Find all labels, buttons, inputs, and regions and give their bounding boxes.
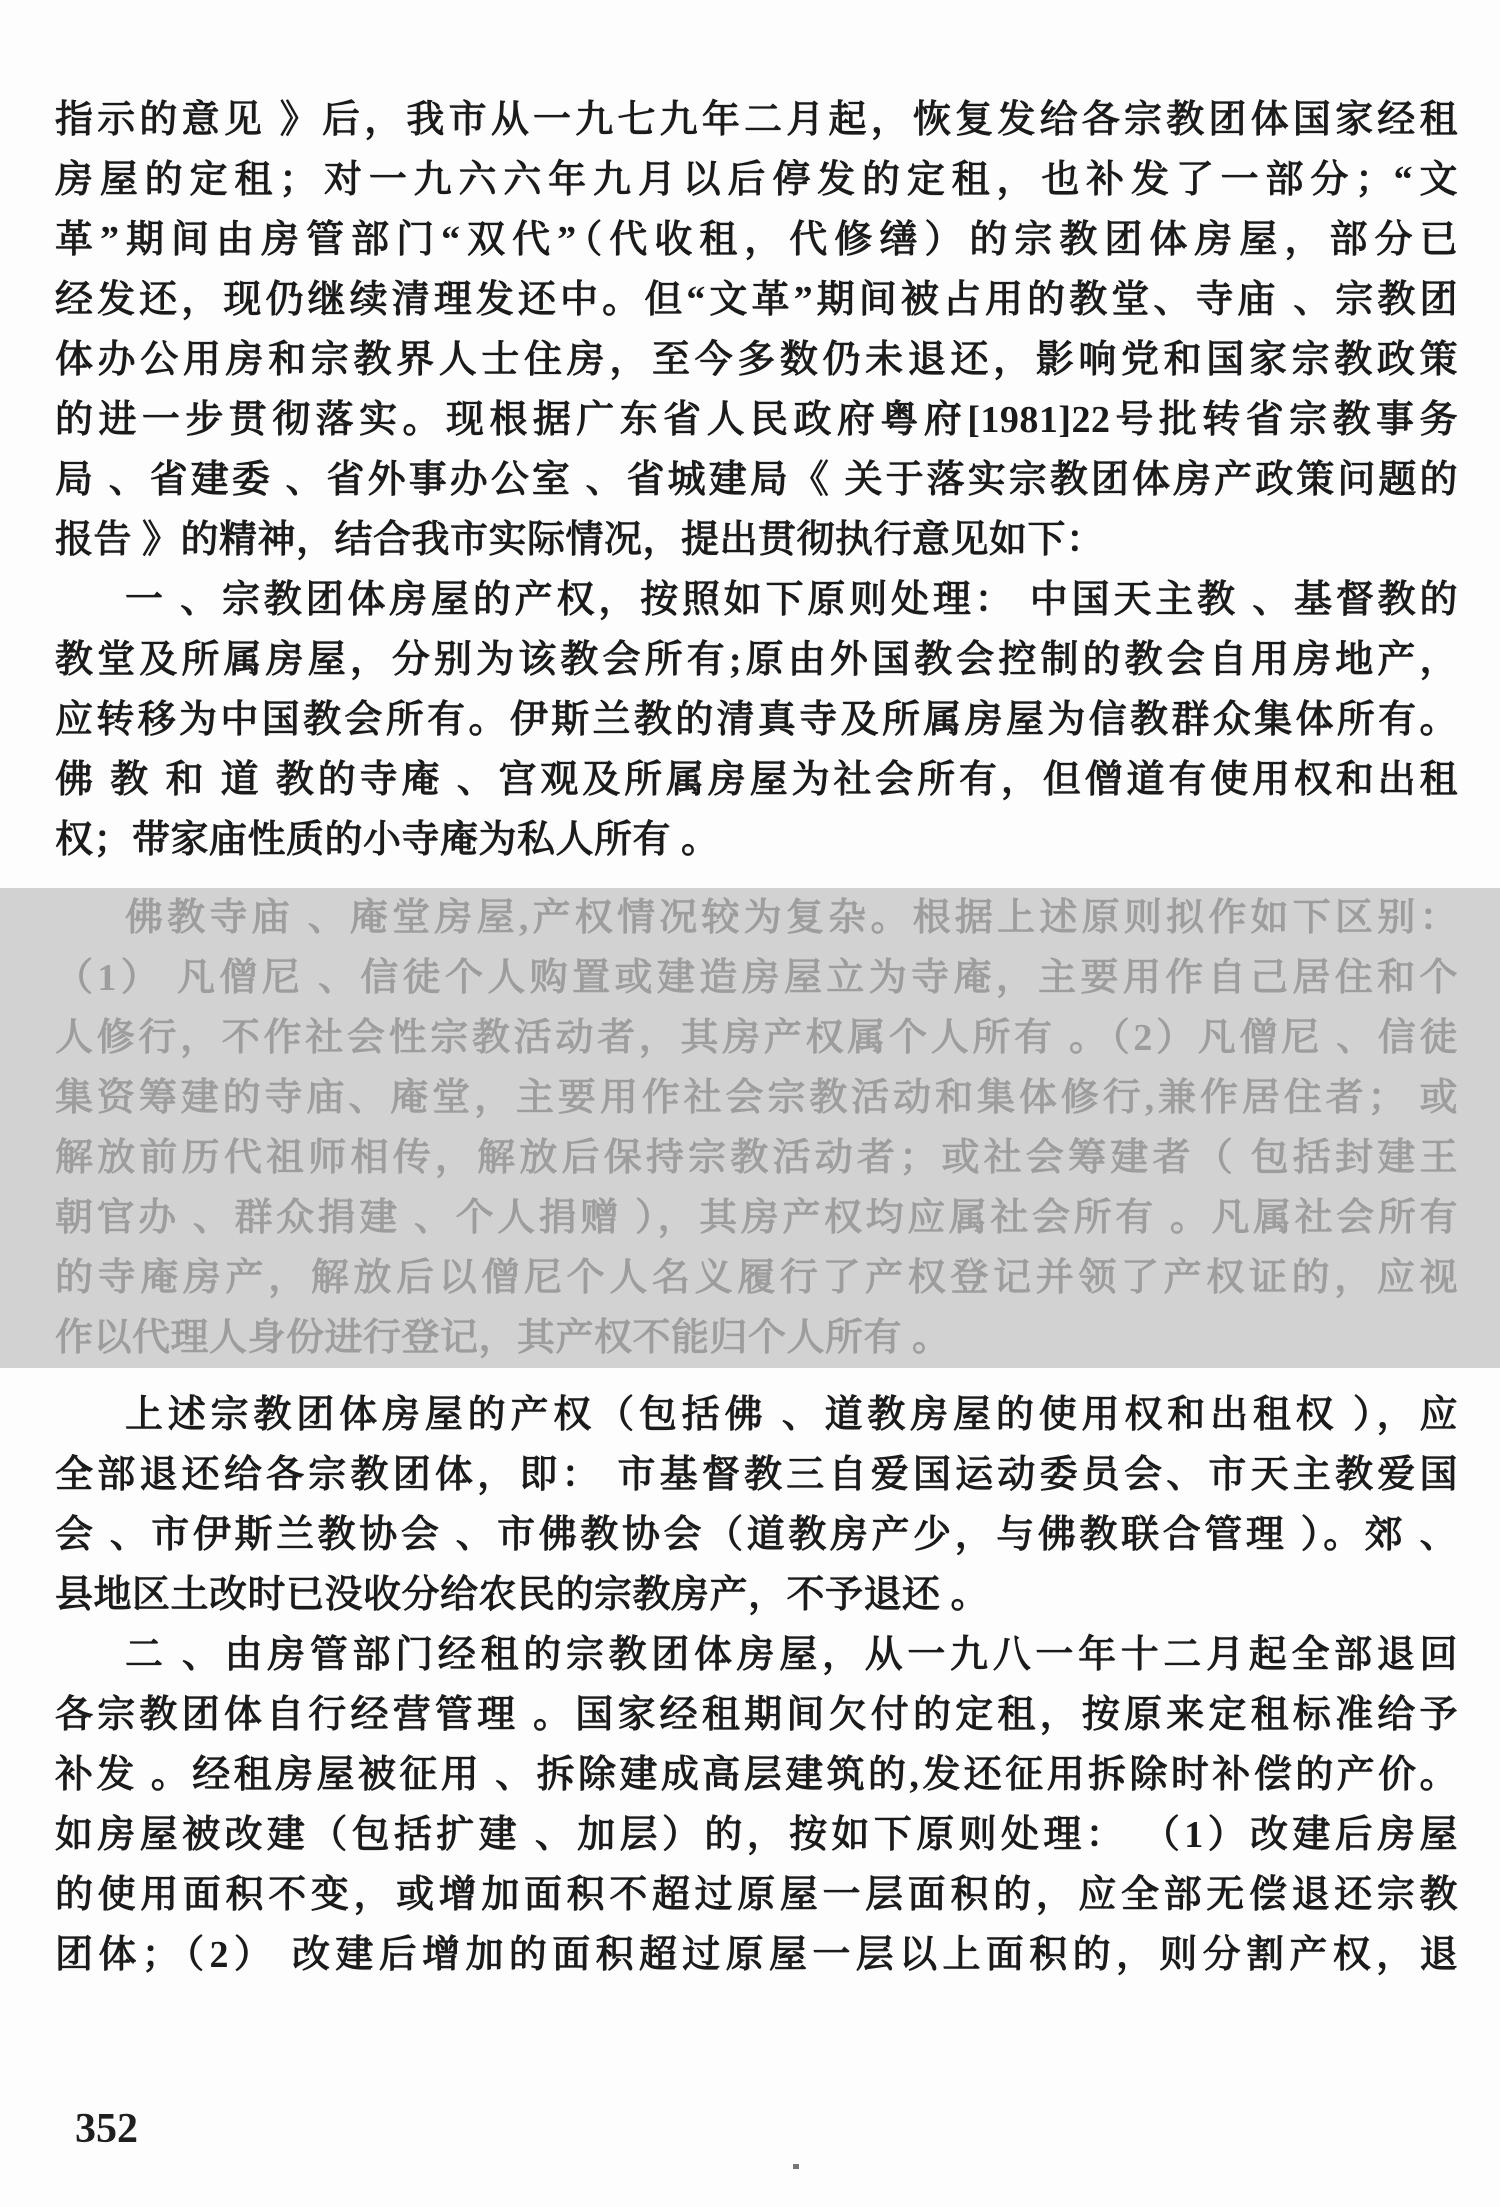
text-line: （1） 凡僧尼 、信徒个人购置或建造房屋立为寺庵，主要用作自己居住和个 xyxy=(55,957,1458,999)
text-line: 各宗教团体自行经营管理 。国家经租期间欠付的定租，按原来定租标准给予 xyxy=(55,1694,1458,1736)
paragraph xyxy=(55,1385,1458,1625)
text-line: 补发 。经租房屋被征用 、拆除建成高层建筑的,发还征用拆除时补偿的产价。 xyxy=(55,1754,1458,1796)
text-line: 经发还，现仍继续清理发还中。但“文革”期间被占用的教堂、寺庙 、宗教团 xyxy=(55,279,1458,321)
text-line: 人修行，不作社会性宗教活动者，其房产权属个人所有 。（2）凡僧尼 、信徒 xyxy=(55,1017,1458,1059)
text-line: 佛教寺庙 、庵堂房屋,产权情况较为复杂。根据上述原则拟作如下区别： xyxy=(125,897,1458,939)
paragraph xyxy=(55,570,1458,870)
text-line: 局 、省建委 、省外事办公室 、省城建局《 关于落实宗教团体房产政策问题的 xyxy=(55,459,1458,501)
text-line: 二 、由房管部门经租的宗教团体房屋，从一九八一年十二月起全部退回 xyxy=(125,1634,1458,1676)
text-line: 的使用面积不变，或增加面积不超过原屋一层面积的，应全部无偿退还宗教 xyxy=(55,1874,1458,1916)
text-line: 会 、市伊斯兰教协会 、市佛教协会（道教房产少，与佛教联合管理 ）。郊 、 xyxy=(55,1514,1458,1556)
text-line: 指示的意见 》后，我市从一九七九年二月起，恢复发给各宗教团体国家经租 xyxy=(55,99,1458,141)
text-line: 县地区土改时已没收分给农民的宗教房产，不予退还 。 xyxy=(55,1574,990,1616)
text-line: 解放前历代祖师相传，解放后保持宗教活动者；或社会筹建者（ 包括封建王 xyxy=(55,1137,1458,1179)
page-number: 352 xyxy=(75,2106,138,2152)
text-line: 上述宗教团体房屋的产权（包括佛 、道教房屋的使用权和出租权 ），应 xyxy=(125,1394,1458,1436)
text-line: 作以代理人身份进行登记，其产权不能归个人所有 。 xyxy=(55,1317,951,1359)
text-line: 朝官办 、群众捐建 、个人捐赠 ），其房产权均应属社会所有 。凡属社会所有 xyxy=(55,1197,1458,1239)
text-line: 报告 》的精神，结合我市实际情况，提出贯彻执行意见如下： xyxy=(55,519,1105,561)
paragraph xyxy=(55,1625,1458,1985)
text-line: 如房屋被改建（包括扩建 、加层）的，按如下原则处理： （1）改建后房屋 xyxy=(55,1814,1458,1856)
text-line: 房屋的定租；对一九六六年九月以后停发的定租，也补发了一部分；“文 xyxy=(55,159,1458,201)
paragraph xyxy=(55,90,1458,570)
text-line: 体办公用房和宗教界人士住房，至今多数仍未退还，影响党和国家宗教政策 xyxy=(55,339,1458,381)
text-line: 应转移为中国教会所有。伊斯兰教的清真寺及所属房屋为信教群众集体所有。 xyxy=(55,699,1458,741)
text-line: 的进一步贯彻落实。现根据广东省人民政府粤府[1981]22号批转省宗教事务 xyxy=(55,399,1458,441)
text-line: 教堂及所属房屋，分别为该教会所有;原由外国教会控制的教会自用房地产， xyxy=(55,639,1458,681)
text-line: 集资筹建的寺庙、庵堂，主要用作社会宗教活动和集体修行,兼作居住者； 或 xyxy=(55,1077,1458,1119)
highlighted-paragraph xyxy=(0,888,1500,1368)
document-body xyxy=(55,90,1458,1985)
text-line: 权；带家庙性质的小寺庵为私人所有 。 xyxy=(55,819,720,861)
text-line: 佛 教 和 道 教的寺庵 、宫观及所属房屋为社会所有，但僧道有使用权和出租 xyxy=(55,759,1458,801)
text-line: 全部退还给各宗教团体，即： 市基督教三自爱国运动委员会、市天主教爱国 xyxy=(55,1454,1458,1496)
text-line: 的寺庵房产，解放后以僧尼个人名义履行了产权登记并领了产权证的，应视 xyxy=(55,1257,1458,1299)
text-line: 革”期间由房管部门“双代”（代收租，代修缮）的宗教团体房屋，部分已 xyxy=(55,219,1458,261)
text-line: 团体；（2） 改建后增加的面积超过原屋一层以上面积的，则分割产权，退 xyxy=(55,1934,1458,1976)
text-line: 一 、宗教团体房屋的产权，按照如下原则处理： 中国天主教 、基督教的 xyxy=(125,579,1458,621)
scan-speck xyxy=(793,2164,799,2169)
